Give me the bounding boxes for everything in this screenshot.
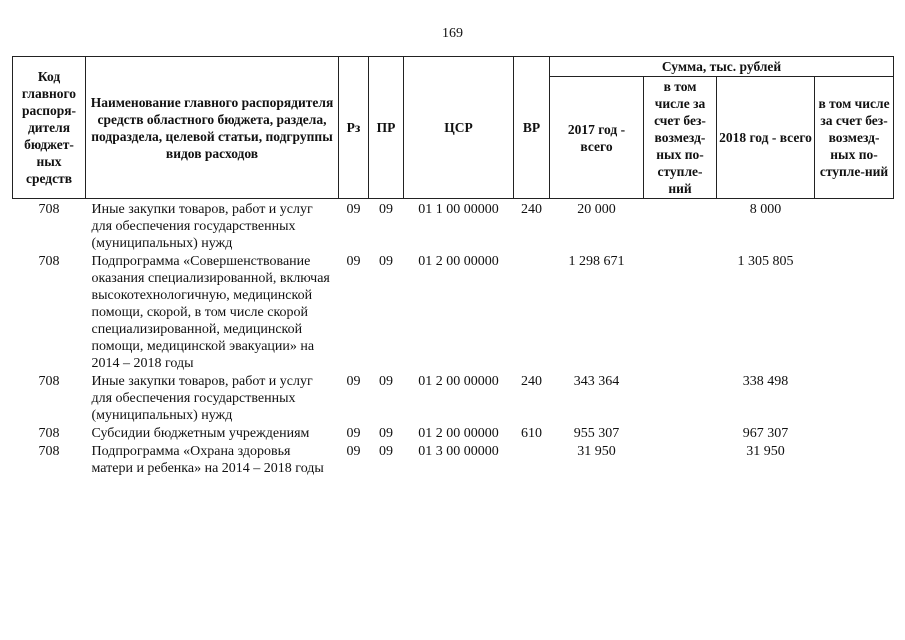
cell-free-2017 [644, 199, 717, 253]
table-row [13, 424, 894, 442]
header-2017-total: 2017 год - всего [550, 77, 644, 199]
cell-sum-2017: 955 307 [573, 426, 620, 441]
cell-free-2018 [815, 442, 894, 477]
page-number: 169 [442, 26, 463, 41]
header-code: Код главного распоря-дителя бюджет-ных средств [13, 57, 86, 199]
cell-sum-2018: 31 950 [746, 444, 785, 459]
cell-name: Подпрограмма «Совершенствование оказания специализированной, включая высокотехнологичную, медицинской помощи, скорой, в том числе скорой специализированной, медицинской помощи, медицинской эвакуации» на 2014 – 2018 годы [91, 254, 330, 371]
header-sum-group: Сумма, тыс. рублей [550, 57, 894, 77]
cell-name: Подпрограмма «Охрана здоровья матери и ребенка» на 2014 – 2018 годы [91, 444, 324, 476]
table-row [13, 252, 894, 372]
header-rz: Рз [339, 57, 369, 199]
cell-pr: 09 [379, 202, 393, 217]
cell-vr: 240 [521, 202, 542, 217]
cell-rz: 09 [346, 426, 361, 441]
table-body [13, 199, 894, 478]
cell-sum-2018: 1 305 805 [737, 254, 794, 269]
budget-table [12, 56, 894, 477]
cell-rz: 09 [346, 444, 361, 459]
cell-rz: 09 [346, 254, 361, 269]
header-vr: ВР [514, 57, 550, 199]
table-row [13, 372, 894, 424]
header-name: Наименование главного распорядителя средств областного бюджета, раздела, подраздела, целевой статьи, подгруппы видов расходов [86, 57, 339, 199]
cell-vr: 240 [521, 374, 542, 389]
cell-name: Субсидии бюджетным учреждениям [91, 426, 310, 441]
cell-free-2018 [815, 199, 894, 253]
header-2017-free: в том числе за счет без-возмезд-ных по-ступле-ний [644, 77, 717, 199]
cell-free-2018 [815, 372, 894, 424]
cell-vr: 610 [521, 426, 542, 441]
cell-sum-2017: 20 000 [577, 202, 616, 217]
cell-free-2018 [815, 252, 894, 372]
cell-pr: 09 [379, 426, 393, 441]
cell-sum-2017: 1 298 671 [568, 254, 625, 269]
cell-csr: 01 2 00 00000 [418, 426, 499, 441]
cell-code: 708 [38, 254, 60, 269]
cell-csr: 01 2 00 00000 [418, 374, 499, 389]
cell-vr [514, 442, 550, 477]
cell-code: 708 [38, 202, 60, 217]
cell-free-2017 [644, 252, 717, 372]
table-row [13, 442, 894, 477]
cell-csr: 01 3 00 00000 [418, 444, 499, 459]
header-pr: ПР [369, 57, 404, 199]
cell-code: 708 [38, 374, 60, 389]
cell-csr: 01 1 00 00000 [418, 202, 499, 217]
header-2018-free: в том числе за счет без-возмезд-ных по-ступле-ний [815, 77, 894, 199]
cell-free-2017 [644, 372, 717, 424]
table-row [13, 199, 894, 253]
cell-csr: 01 2 00 00000 [418, 254, 499, 269]
cell-name: Иные закупки товаров, работ и услуг для обеспечения государственных (муниципальных) нужд [91, 374, 313, 423]
cell-sum-2017: 343 364 [573, 374, 620, 389]
cell-pr: 09 [379, 254, 393, 269]
cell-sum-2017: 31 950 [577, 444, 616, 459]
cell-vr [514, 252, 550, 372]
cell-sum-2018: 8 000 [749, 202, 782, 217]
cell-pr: 09 [379, 444, 393, 459]
table-header [13, 57, 894, 199]
cell-name: Иные закупки товаров, работ и услуг для обеспечения государственных (муниципальных) нужд [91, 202, 313, 251]
cell-rz: 09 [346, 202, 361, 217]
cell-code: 708 [38, 444, 60, 459]
cell-rz: 09 [346, 374, 361, 389]
cell-free-2018 [815, 424, 894, 442]
cell-sum-2018: 967 307 [742, 426, 789, 441]
cell-free-2017 [644, 442, 717, 477]
header-csr: ЦСР [404, 57, 514, 199]
cell-code: 708 [38, 426, 60, 441]
header-2018-total: 2018 год - всего [717, 77, 815, 199]
cell-sum-2018: 338 498 [742, 374, 789, 389]
cell-free-2017 [644, 424, 717, 442]
cell-pr: 09 [379, 374, 393, 389]
